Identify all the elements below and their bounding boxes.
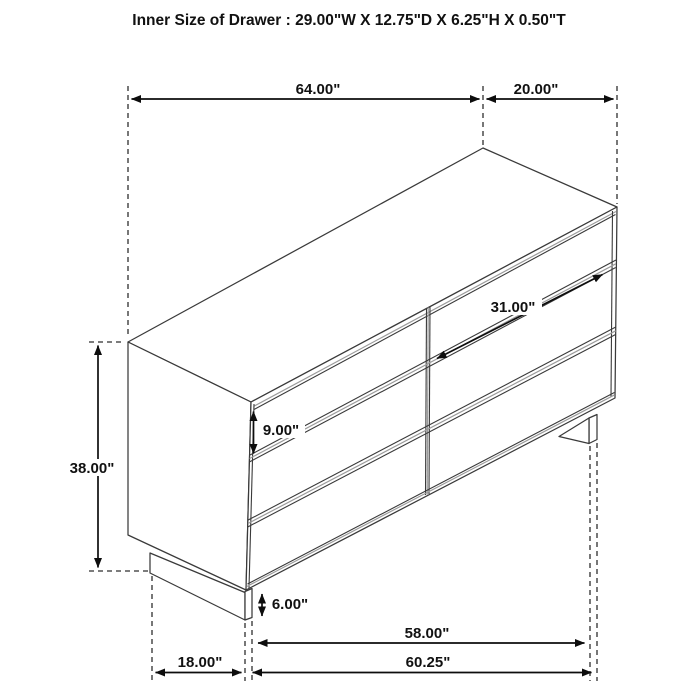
rear-right-leg-front: [589, 415, 597, 444]
dimension-base-outer-width: [253, 653, 592, 673]
dimension-base-side-depth: [156, 653, 242, 673]
dimension-leg-height: [262, 594, 313, 616]
page-title: Inner Size of Drawer : 29.00"W X 12.75"D X 6.25"H X 0.50"T: [132, 12, 566, 29]
dimension-base-inner-width: [258, 624, 585, 643]
base-side-depth-label: 18.00": [177, 654, 223, 671]
base-outer-width-label: 60.25": [405, 654, 451, 671]
base-inner-width-label: 58.00": [404, 625, 450, 642]
drawer-height-label: 9.00": [262, 422, 300, 439]
front-left-leg: [245, 589, 252, 621]
dimension-overall-height: [62, 346, 122, 568]
dimension-overall-width: [132, 80, 480, 99]
leg-height-label: 6.00": [271, 596, 309, 613]
overall-width-label: 64.00": [295, 81, 341, 98]
overall-depth-label: 20.00": [513, 81, 559, 98]
overall-height-label: 38.00": [69, 460, 115, 477]
dresser-drawing: [128, 148, 617, 620]
drawer-width-label: 31.00": [490, 299, 536, 316]
center-divider: [426, 307, 431, 496]
dimension-overall-depth: [487, 80, 614, 99]
